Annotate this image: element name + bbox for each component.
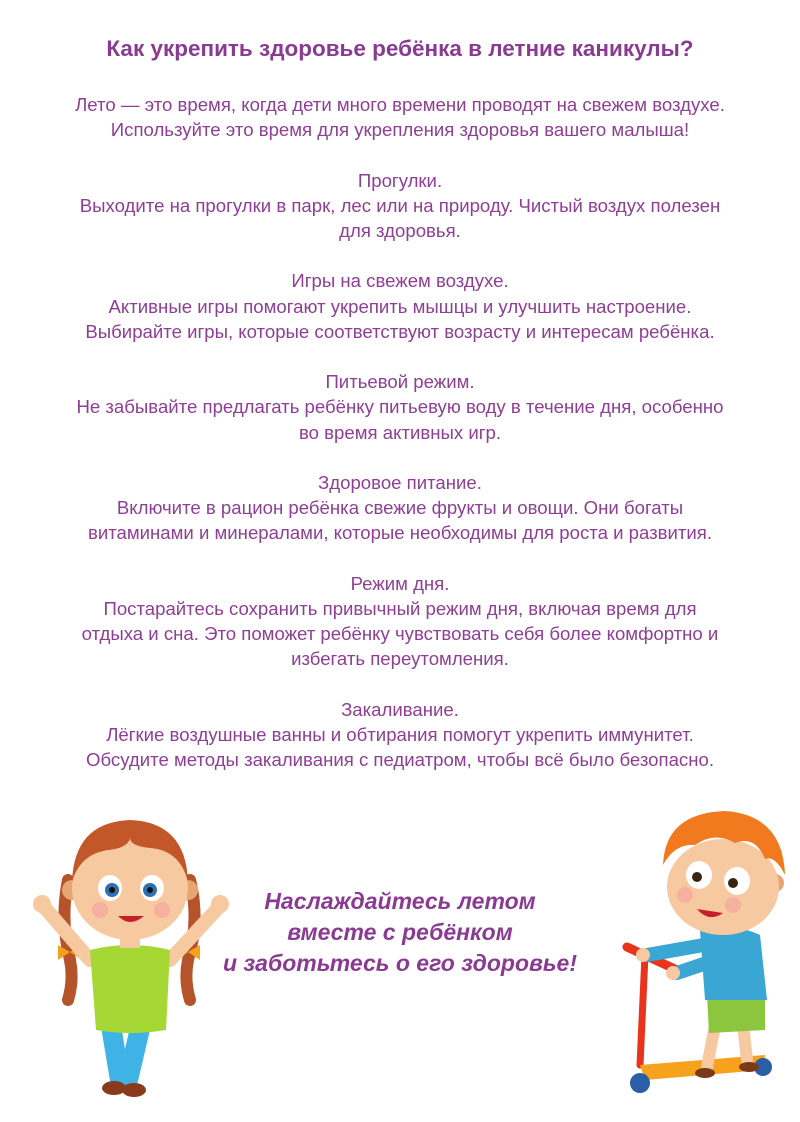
closing-line: Наслаждайтесь летом	[264, 888, 536, 914]
intro-paragraph	[0, 92, 800, 142]
page-title: Как укрепить здоровье ребёнка в летние каникулы?	[106, 36, 694, 61]
document-body	[0, 92, 800, 798]
intro-line: Лето — это время, когда дети много времени проводят на свежем воздухе.	[75, 94, 725, 115]
section-line: витаминами и минералами, которые необходимы для роста и развития.	[87, 522, 713, 544]
section-drinking	[0, 369, 800, 445]
boy-on-scooter-illustration	[615, 795, 790, 1105]
section-heading: Игры на свежем воздухе.	[291, 270, 509, 292]
section-daily-routine	[0, 571, 800, 672]
section-line: Лёгкие воздушные ванны и обтирания помогут укрепить иммунитет.	[106, 723, 694, 745]
section-line: Включите в рацион ребёнка свежие фрукты и овощи. Они богаты	[116, 497, 684, 519]
section-heading: Режим дня.	[350, 572, 450, 594]
closing-line: вместе с ребёнком	[287, 919, 513, 945]
section-line: Выбирайте игры, которые соответствуют возрасту и интересам ребёнка.	[85, 320, 715, 342]
closing-message	[190, 886, 610, 979]
section-line: Обсудите методы закаливания с педиатром, чтобы всё было безопасно.	[86, 749, 714, 771]
section-walks	[0, 168, 800, 244]
section-line: отдыха и сна. Это поможет ребёнку чувствовать себя более комфортно и	[81, 623, 719, 645]
section-heading: Закаливание.	[341, 698, 459, 720]
section-line: Активные игры помогают укрепить мышцы и улучшить настроение.	[108, 295, 692, 317]
section-heading: Здоровое питание.	[318, 471, 482, 493]
section-heading: Прогулки.	[357, 169, 443, 191]
section-heading: Питьевой режим.	[325, 371, 475, 393]
closing-line: и заботьтесь о его здоровье!	[222, 950, 578, 976]
section-line: Постарайтесь сохранить привычный режим дня, включая время для	[103, 597, 697, 619]
section-line: во время активных игр.	[299, 421, 501, 443]
section-line: для здоровья.	[339, 220, 461, 241]
intro-line: Используйте это время для укрепления здоровья вашего малыша!	[110, 119, 690, 141]
section-outdoor-games	[0, 268, 800, 344]
section-line: избегать переутомления.	[291, 648, 509, 670]
section-line: Не забывайте предлагать ребёнку питьевую воду в течение дня, особенно	[76, 396, 724, 418]
section-nutrition	[0, 470, 800, 546]
section-hardening	[0, 697, 800, 773]
section-line: Выходите на прогулки в парк, лес или на природу. Чистый воздух полезен	[79, 194, 721, 216]
